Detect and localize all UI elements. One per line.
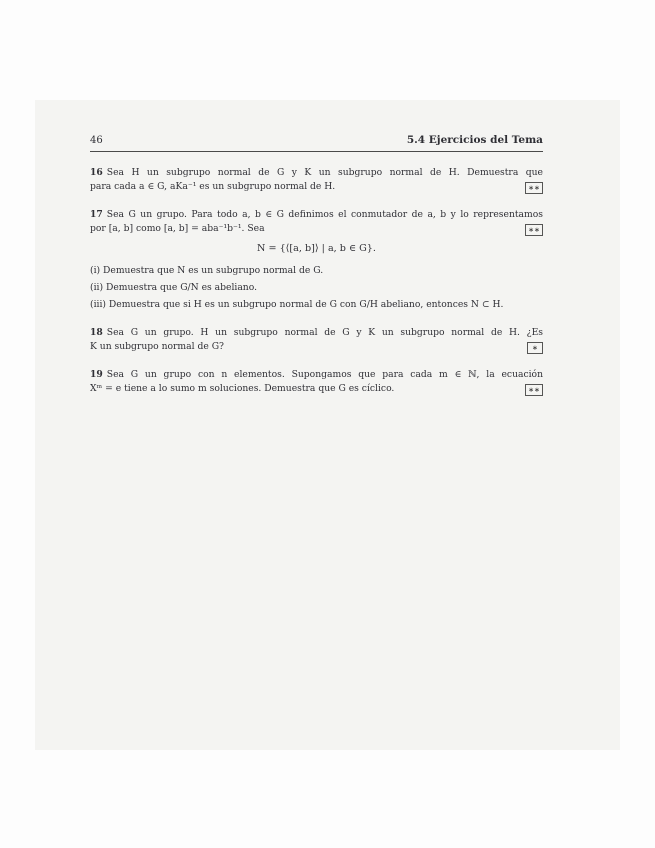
exercise-line: por [a, b] como [a, b] = aba⁻¹b⁻¹. Sea <box>90 223 265 234</box>
exercise-line: 19 Sea G un grupo con n elementos. Supongamos que para cada m ∈ ℕ, la ecuación <box>90 369 543 380</box>
running-header <box>90 133 543 152</box>
exercise-line: para cada a ∈ G, aKa⁻¹ es un subgrupo normal de H. <box>90 181 336 192</box>
exercise-line: 18 Sea G un grupo. H un subgrupo normal de G y K un subgrupo normal de H. ¿Es <box>90 327 543 338</box>
section-title: 5.4 Ejercicios del Tema <box>406 134 543 146</box>
exercise-line: 17 Sea G un grupo. Para todo a, b ∈ G definimos el conmutador de a, b y lo representamos <box>90 209 543 220</box>
exercise-number: 18 <box>90 327 103 338</box>
difficulty-badge: ∗∗ <box>525 384 543 396</box>
page-number: 46 <box>90 135 103 146</box>
exercise-line: 16 Sea H un subgrupo normal de G y K un subgrupo normal de H. Demuestra que <box>90 167 543 178</box>
exercise-18 <box>90 326 543 354</box>
document-page <box>90 133 543 396</box>
exercise-line: Xᵐ = e tiene a lo sumo m soluciones. Demuestra que G es cíclico. <box>90 383 395 394</box>
display-equation: N = {⟨[a, b]⟩ | a, b ∈ G}. <box>257 243 376 254</box>
exercise-17 <box>90 208 543 312</box>
exercise-19 <box>90 368 543 396</box>
exercise-number: 19 <box>90 369 103 380</box>
exercise-number: 17 <box>90 209 103 220</box>
exercise-16 <box>90 166 543 194</box>
list-item: (i) Demuestra que N es un subgrupo normal de G. <box>90 265 324 276</box>
difficulty-badge: ∗∗ <box>525 224 543 236</box>
difficulty-badge: ∗ <box>527 342 543 354</box>
exercise-line: K un subgrupo normal de G? <box>90 341 224 352</box>
exercise-number: 16 <box>90 167 103 178</box>
list-item: (ii) Demuestra que G/N es abeliano. <box>90 282 258 293</box>
difficulty-badge: ∗∗ <box>525 182 543 194</box>
list-item: (iii) Demuestra que si H es un subgrupo normal de G con G/H abeliano, entonces N ⊂ H. <box>90 299 504 310</box>
